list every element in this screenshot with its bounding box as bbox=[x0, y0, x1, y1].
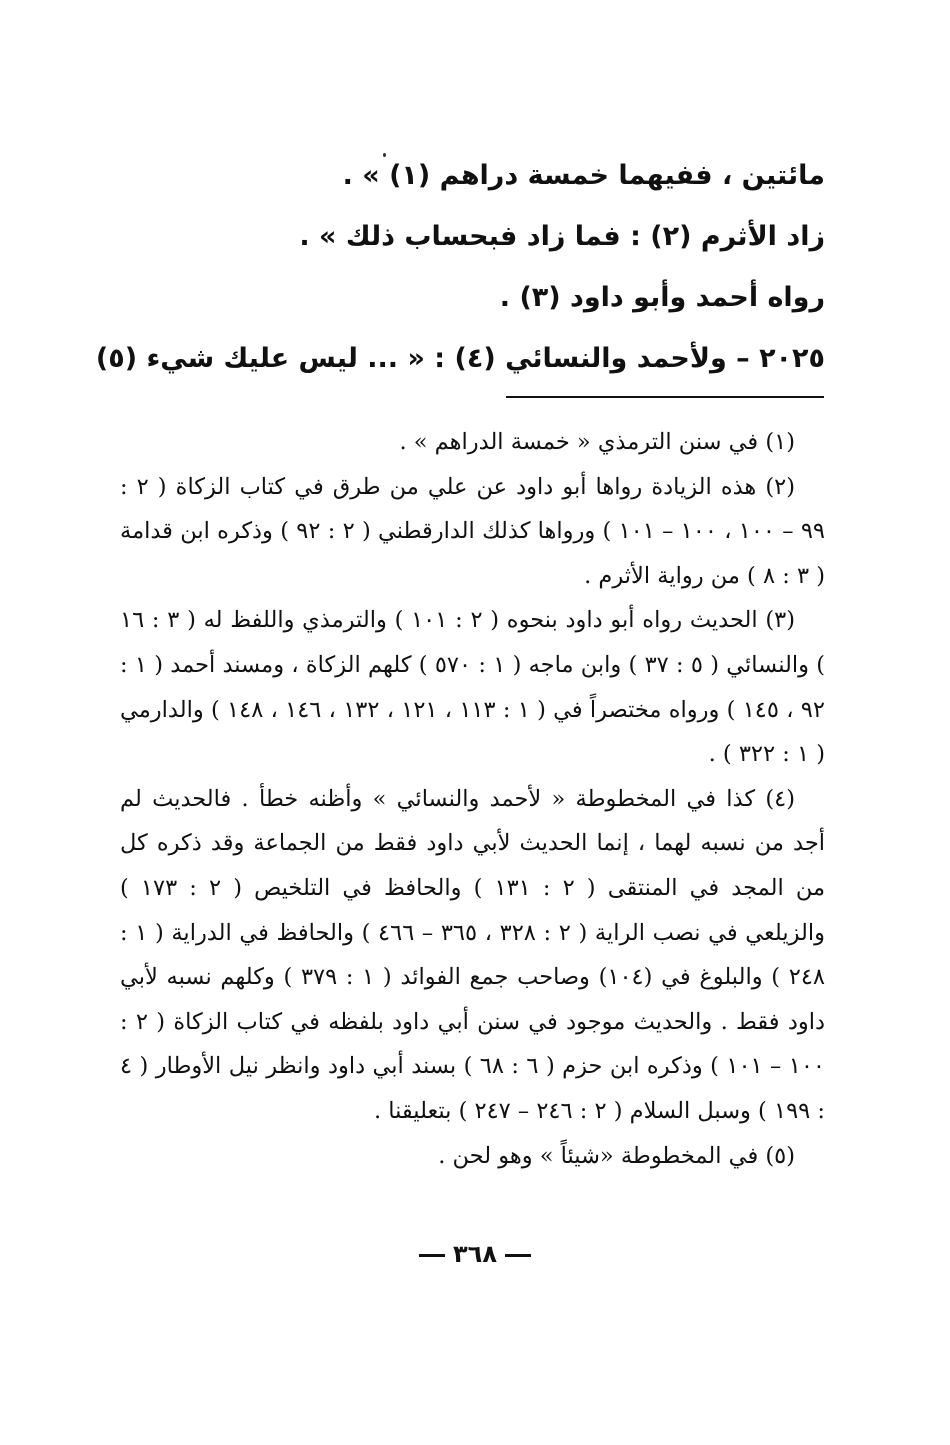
main-text-block bbox=[95, 145, 825, 389]
main-text-line: مائتين ، ففيهما خمسة دراهم (١) » . bbox=[342, 160, 825, 191]
page-number-dash bbox=[419, 1254, 445, 1257]
footnote-1: (١) في سنن الترمذي « خمسة الدراهم » . bbox=[399, 429, 795, 455]
page-number bbox=[0, 1240, 950, 1268]
footnotes-block bbox=[120, 420, 825, 1178]
footnote-4: (٤) كذا في المخطوطة « لأحمد والنسائي » وأظنه خطأ . فالحديث لم أجد من نسبه لهما ، إنما الحديث لأبي داود فقط من الجماعة وقد ذكره كل من المجد في المنتقى ( ٢ : ١٣١ ) والحافظ في التلخيص ( ٢ : ١٧٣ ) والزيلعي في نصب الراية ( ٢ : ٣٢٨ ، ٣٦٥ – ٤٦٦ ) والحافظ في الدراية ( ١ : ٢٤٨ ) والبلوغ في (١٠٤) وصاحب جمع الفوائد ( ١ : ٣٧٩ ) وكلهم نسبه لأبي داود فقط . والحديث موجود في سنن أبي داود بلفظه في كتاب الزكاة ( ٢ : ١٠٠ – ١٠١ ) وذكره ابن حزم ( ٦ : ٦٨ ) بسند أبي داود وانظر نيل الأوطار ( ٤ : ١٩٩ ) وسبل السلام ( ٢ : ٢٤٦ – ٢٤٧ ) بتعليقنا . bbox=[120, 785, 826, 1124]
hadith-2025-line: ٢٠٢٥ – ولأحمد والنسائي (٤) : « ... ليس عليك شيء (٥) bbox=[95, 343, 825, 374]
main-text-line: رواه أحمد وأبو داود (٣) . bbox=[499, 282, 825, 313]
page-number-dash bbox=[505, 1254, 531, 1257]
footnote-separator bbox=[506, 396, 824, 398]
footnote-3: (٣) الحديث رواه أبو داود بنحوه ( ٢ : ١٠١ ) والترمذي واللفظ له ( ٣ : ١٦ ) والنسائي ( ٥ : ٣٧ ) وابن ماجه ( ١ : ٥٧٠ ) كلهم الزكاة ، ومسند أحمد ( ١ : ٩٢ ، ١٤٥ ) ورواه مختصراً في ( ١ : ١١٣ ، ١٢١ ، ١٣٢ ، ١٤٦ ، ١٤٨ ) والدارمي ( ١ : ٣٢٢ ) . bbox=[120, 607, 826, 768]
footnote-2: (٢) هذه الزيادة رواها أبو داود عن علي من طرق في كتاب الزكاة ( ٢ : ٩٩ – ١٠٠ ، ١٠٠ – ١٠١ ) ورواها كذلك الدارقطني ( ٢ : ٩٢ ) وذكره ابن قدامة ( ٣ : ٨ ) من رواية الأثرم . bbox=[120, 473, 826, 589]
page-number-value: ٣٦٨ bbox=[453, 1240, 497, 1268]
main-text-line: زاد الأثرم (٢) : فما زاد فبحساب ذلك » . bbox=[299, 221, 825, 252]
footnote-5: (٥) في المخطوطة «شيئاً » وهو لحن . bbox=[438, 1142, 795, 1169]
